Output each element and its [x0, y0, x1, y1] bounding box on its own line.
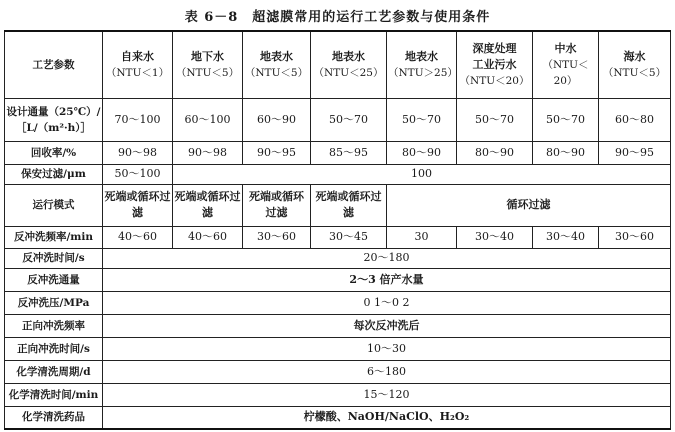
table-cell: 死端或循环过滤: [103, 184, 173, 226]
col-header-ntu: （NTU＜5）: [244, 66, 309, 79]
row-label-chemical-time: 化学清洗时间/min: [5, 383, 103, 406]
table-cell: 60～80: [599, 98, 671, 141]
header-param-label: 工艺参数: [5, 31, 103, 98]
table-cell: 80～90: [387, 141, 457, 164]
col-header-ntu: （NTU＜25）: [313, 66, 384, 79]
col-header-name-line2: 工业污水: [472, 57, 517, 71]
header-row: [5, 31, 671, 98]
col-header-name: 海水: [623, 49, 646, 63]
table-caption: 表 6－8 超滤膜常用的运行工艺参数与使用条件: [184, 10, 491, 25]
table-cell: 50～70: [387, 98, 457, 141]
col-header-ntu: （NTU＜20）: [459, 74, 530, 87]
table-cell-merged: 循环过滤: [387, 184, 671, 226]
table-cell: 30: [387, 226, 457, 248]
row-label-backwash-pressure: 反冲洗压/MPa: [5, 291, 103, 314]
table-cell: 死端或循环过滤: [173, 184, 243, 226]
row-label-prefilter: 保安过滤/μm: [5, 164, 103, 184]
table-row-mode: [5, 184, 671, 226]
row-label-line: 设计通量（25℃）/: [6, 105, 101, 118]
table-cell: 死端或循环过滤: [243, 184, 311, 226]
table-cell: 40～60: [103, 226, 173, 248]
col-header-name: 地下水: [191, 49, 224, 63]
col-header-ntu: （NTU＜1）: [105, 66, 170, 79]
table-cell: 90～98: [173, 141, 243, 164]
table-cell-merged: 20～180: [103, 248, 671, 268]
col-header-name: 自来水: [121, 49, 154, 63]
col-header-surface-water-3: [387, 31, 457, 98]
table-row-prefilter: [5, 164, 671, 184]
col-header-ntu: （NTU＜5）: [175, 66, 240, 79]
table-cell: 30～40: [533, 226, 599, 248]
table-cell-merged: 柠檬酸、NaOH/NaClO、H₂O₂: [103, 406, 671, 429]
table-cell: 30～60: [243, 226, 311, 248]
col-header-ntu: （NTU＜5）: [602, 66, 667, 79]
table-row-chemical-time: [5, 383, 671, 406]
row-label-mode: 运行模式: [5, 184, 103, 226]
table-cell: 50～70: [533, 98, 599, 141]
row-label-chemical-agents: 化学清洗药品: [5, 406, 103, 429]
row-label-backwash-flux: 反冲洗通量: [5, 268, 103, 291]
col-header-tap-water: [103, 31, 173, 98]
table-cell-merged: 10～30: [103, 337, 671, 360]
table-cell: 死端或循环过滤: [311, 184, 387, 226]
table-cell: 90～98: [103, 141, 173, 164]
table-cell: 30～60: [599, 226, 671, 248]
table-row-backwash-time: [5, 248, 671, 268]
col-header-name: 深度处理: [472, 41, 517, 55]
table-cell-merged: 2～3 倍产水量: [103, 268, 671, 291]
table-row-forward-frequency: [5, 314, 671, 337]
parameter-table: [4, 30, 671, 430]
table-cell: 85～95: [311, 141, 387, 164]
col-header-name: 地表水: [332, 49, 365, 63]
table-cell: 50～70: [311, 98, 387, 141]
col-header-name: 中水: [554, 41, 577, 55]
table-cell: 30～45: [311, 226, 387, 248]
table-row-backwash-pressure: [5, 291, 671, 314]
table-row-chemical-agents: [5, 406, 671, 429]
table-cell-merged: 每次反冲洗后: [103, 314, 671, 337]
col-header-name: 地表水: [405, 49, 438, 63]
row-label-backwash-frequency: 反冲洗频率/min: [5, 226, 103, 248]
table-cell: 60～90: [243, 98, 311, 141]
table-cell: 30～40: [457, 226, 533, 248]
table-row-flux: [5, 98, 671, 141]
table-cell-merged: 6～180: [103, 360, 671, 383]
table-cell: 50～70: [457, 98, 533, 141]
col-header-ntu: （NTU＜20）: [542, 58, 589, 87]
row-label-recovery: 回收率/%: [5, 141, 103, 164]
table-row-recovery: [5, 141, 671, 164]
row-label-forward-frequency: 正向冲洗频率: [5, 314, 103, 337]
table-cell-merged: 15～120: [103, 383, 671, 406]
row-label-flux: [5, 98, 103, 141]
table-cell: 70～100: [103, 98, 173, 141]
col-header-surface-water-2: [311, 31, 387, 98]
table-row-backwash-flux: [5, 268, 671, 291]
table-row-backwash-frequency: [5, 226, 671, 248]
row-label-chemical-cycle: 化学清洗周期/d: [5, 360, 103, 383]
table-cell: 90～95: [599, 141, 671, 164]
table-cell: 80～90: [457, 141, 533, 164]
col-header-seawater: [599, 31, 671, 98]
table-cell-merged: 100: [173, 164, 671, 184]
col-header-name: 地表水: [260, 49, 293, 63]
col-header-ntu: （NTU＞25）: [388, 66, 458, 79]
col-header-surface-water-1: [243, 31, 311, 98]
col-header-reclaimed-water: [533, 31, 599, 98]
table-row-forward-time: [5, 337, 671, 360]
table-cell-merged: 0 1～0 2: [103, 291, 671, 314]
table-cell: 40～60: [173, 226, 243, 248]
row-label-forward-time: 正向冲洗时间/s: [5, 337, 103, 360]
table-cell: 60～100: [173, 98, 243, 141]
col-header-groundwater: [173, 31, 243, 98]
row-label-backwash-time: 反冲洗时间/s: [5, 248, 103, 268]
table-row-chemical-cycle: [5, 360, 671, 383]
col-header-industrial-wastewater: [457, 31, 533, 98]
row-label-line: ［L/（m²·h）］: [16, 121, 91, 134]
table-cell: 90～95: [243, 141, 311, 164]
table-cell: 50～100: [103, 164, 173, 184]
table-cell: 80～90: [533, 141, 599, 164]
